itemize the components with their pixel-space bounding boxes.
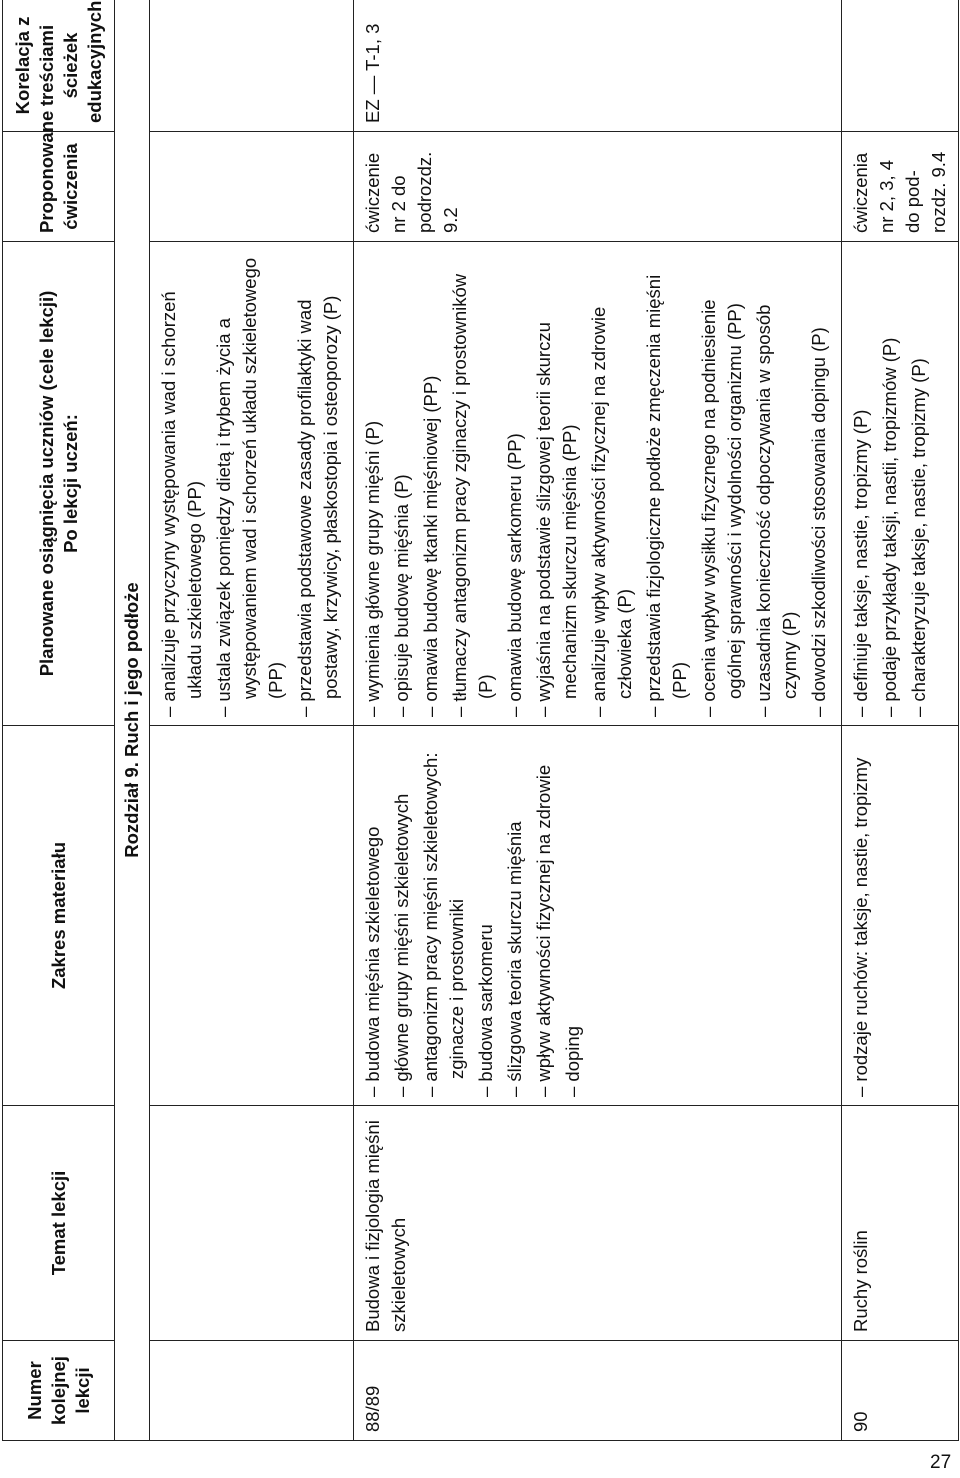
goals-list	[360, 250, 832, 717]
header-korelacja: Korelacja z treściami ścieżek edukacyjnych	[3, 0, 115, 132]
header-numer: Numer kolejnej lekcji	[3, 1341, 115, 1441]
list-item: – analizuje wpływ aktywności fizycznej na zdrowie człowieka (P)	[586, 250, 638, 717]
curriculum-table	[2, 0, 959, 1441]
intro-goals-list	[156, 250, 344, 717]
list-item: – ślizgowa teoria skurczu mięśnia	[502, 734, 528, 1097]
header-planowane-line2: Po lekcji uczeń:	[59, 414, 81, 553]
lesson-correlation	[842, 0, 959, 132]
lesson-number: 90	[842, 1341, 959, 1441]
list-item: – omawia budowę tkanki mięśniowej (PP)	[418, 250, 444, 717]
scope-list	[360, 734, 586, 1097]
section-title: Rozdział 9. Ruch i jego podłoże	[115, 0, 150, 1441]
list-item: – podaje przykłady taksji, nastii, tropizmów (P)	[877, 250, 903, 717]
list-item: – główne grupy mięśni szkieletowych	[389, 734, 415, 1097]
lesson-exercises: ćwiczenia nr 2, 3, 4 do pod-rozdz. 9.4	[842, 132, 959, 242]
page-number: 27	[930, 1452, 952, 1473]
lesson-goals	[842, 242, 959, 726]
list-item: – budowa mięśnia szkieletowego	[360, 734, 386, 1097]
list-item: – wyjaśnia na podstawie ślizgowej teorii skurczu mechanizm skurczu mięśnia (PP)	[531, 250, 583, 717]
section-row	[115, 0, 150, 1441]
intro-goals-cell	[150, 242, 354, 726]
list-item: – wymienia główne grupy mięśni (P)	[360, 250, 386, 717]
list-item: – uzasadnia konieczność odpoczywania w sposób czynny (P)	[751, 250, 803, 717]
header-cwiczenia: Proponowane ćwiczenia	[3, 132, 115, 242]
list-item: – ustala związek pomiędzy dietą i trybem życia a występowaniem wad i schorzeń układu szkieletowego (PP)	[211, 250, 289, 717]
intro-scope-cell	[150, 726, 354, 1106]
lesson-topic: Ruchy roślin	[842, 1106, 959, 1341]
list-item: – przedstawia podstawowe zasady profilaktyki wad postawy, krzywicy, płaskostopia i osteoporozy (P)	[292, 250, 344, 717]
list-item: – charakteryzuje taksje, nastie, tropizmy (P)	[906, 250, 932, 717]
intro-correlation-cell	[150, 0, 354, 132]
lesson-number: 88/89	[354, 1341, 842, 1441]
header-planowane-line1: Planowane osiągnięcia uczniów (cele lekcji)	[35, 290, 57, 677]
header-zakres: Zakres materiału	[3, 726, 115, 1106]
intro-number-cell	[150, 1341, 354, 1441]
list-item: – ocenia wpływ wysiłku fizycznego na podniesienie ogólnej sprawności i wydolności organizmu (PP)	[696, 250, 748, 717]
table-row	[354, 0, 842, 1441]
intro-row	[150, 0, 354, 1441]
list-item: – antagonizm pracy mięśni szkieletowych: zginacze i prostowniki	[418, 734, 470, 1097]
goals-list	[848, 250, 932, 717]
lesson-scope	[354, 726, 842, 1106]
lesson-scope	[842, 726, 959, 1106]
list-item: – opisuje budowę mięśnia (P)	[389, 250, 415, 717]
header-row	[3, 0, 115, 1441]
header-planowane	[3, 242, 115, 726]
list-item: – rodzaje ruchów: taksje, nastie, tropizmy	[848, 734, 874, 1097]
intro-topic-cell	[150, 1106, 354, 1341]
lesson-exercises: ćwiczenie nr 2 do podrozdz. 9.2	[354, 132, 842, 242]
list-item: – omawia budowę sarkomeru (PP)	[502, 250, 528, 717]
list-item: – doping	[560, 734, 586, 1097]
lesson-goals	[354, 242, 842, 726]
list-item: – wpływ aktywności fizycznej na zdrowie	[531, 734, 557, 1097]
list-item: – dowodzi szkodliwości stosowania dopingu (P)	[806, 250, 832, 717]
header-temat: Temat lekcji	[3, 1106, 115, 1341]
rotated-page	[2, 0, 949, 1441]
list-item: – tłumaczy antagonizm pracy zginaczy i prostowników (P)	[447, 250, 499, 717]
list-item: – budowa sarkomeru	[473, 734, 499, 1097]
list-item: – analizuje przyczyny występowania wad i schorzeń układu szkieletowego (PP)	[156, 250, 208, 717]
list-item: – definiuje taksje, nastie, tropizmy (P)	[848, 250, 874, 717]
scope-list	[848, 734, 874, 1097]
intro-exercises-cell	[150, 132, 354, 242]
list-item: – przedstawia fizjologiczne podłoże zmęczenia mięśni (PP)	[641, 250, 693, 717]
lesson-topic: Budowa i fizjologia mięśni szkieletowych	[354, 1106, 842, 1341]
lesson-correlation: EZ — T-1, 3	[354, 0, 842, 132]
table-row	[842, 0, 959, 1441]
